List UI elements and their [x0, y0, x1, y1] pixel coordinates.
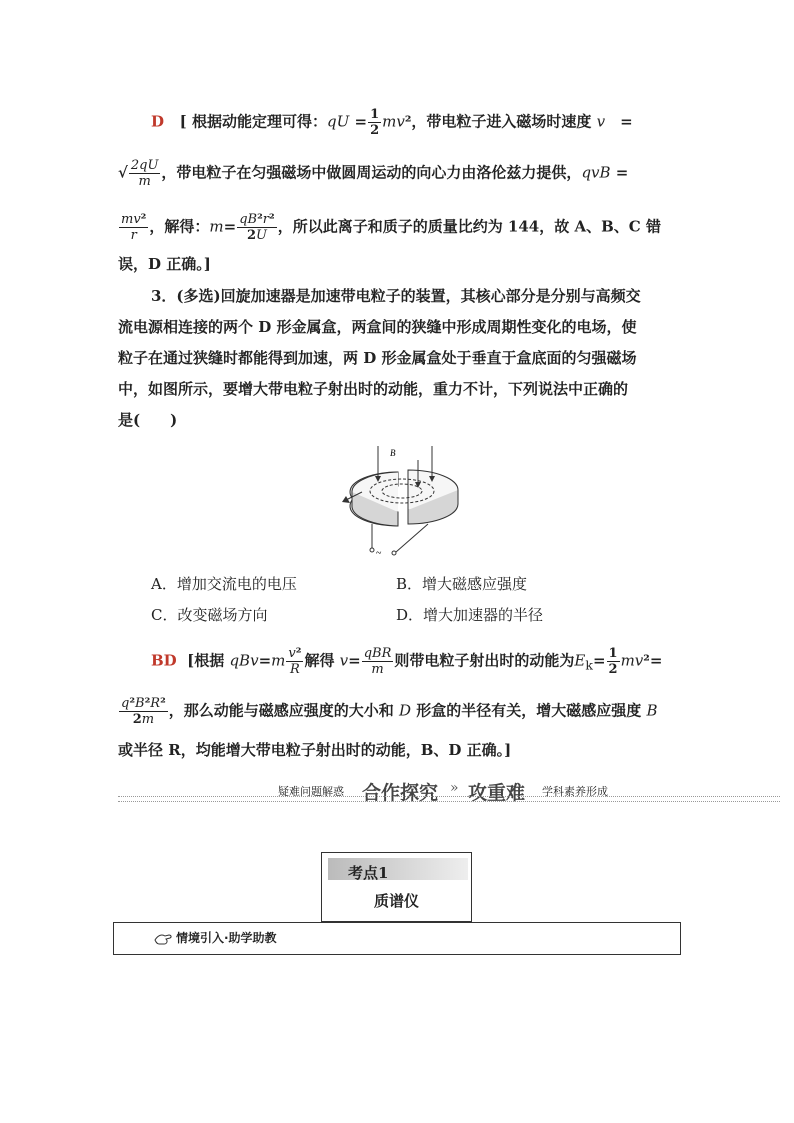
option-b[interactable]: B．增大磁感应强度	[396, 575, 528, 593]
banner-divider	[118, 796, 780, 802]
intro-box	[113, 922, 681, 955]
cyclotron-figure	[340, 440, 480, 560]
option-c[interactable]: C．改变磁场方向	[151, 606, 268, 624]
answer3-letter: BD	[151, 651, 177, 670]
kaodian-box	[321, 852, 472, 922]
banner-arrow: »	[450, 780, 459, 796]
kaodian-title: 考点1	[348, 864, 389, 882]
answer2-line4: 误，D 正确。]	[118, 255, 211, 273]
answer3-line2: $\frac{\text{q²B²R²}}{2m}$ ，那么动能与磁感应强度的大小和 D 形盒的半径有关，增大磁感应强度 B	[121, 696, 658, 727]
figure-label-ac: ~	[376, 548, 382, 559]
banner-main-text: 合作探究	[362, 782, 439, 804]
question3-line2: 流电源相连接的两个 D 形金属盒，两盒间的狭缝中形成周期性变化的电场，使	[118, 318, 637, 336]
banner-right-text: 学科素养形成	[542, 785, 608, 798]
question3-line3: 粒子在通过狭缝时都能得到加速，两 D 形金属盒处于垂直于盒底面的匀强磁场	[118, 349, 637, 367]
answer2-line1: D [ 根据动能定理可得：qU = $\frac{1}{2}$ mv²，带电粒子进入磁场时速度 v =	[151, 107, 633, 138]
answer3-line3: 或半径 R，均能增大带电粒子射出时的动能，B、D 正确。]	[118, 741, 512, 759]
figure-label-b: B	[390, 448, 396, 458]
question3-line5: 是( )	[118, 411, 178, 429]
banner-left-text: 疑难问题解惑	[278, 785, 344, 798]
answer2-line2: √ $\frac{2qU}{m}$ ，带电粒子在匀强磁场中做圆周运动的向心力由洛伦兹力提供，qvB =	[118, 158, 629, 189]
answer3-line1: BD [根据 qBv=m $\frac{\text{v²}}{R}$ 解得 v= $\frac{\text{qBR}}{m}$ 则带电粒子射出时的动能为$E_k=$ $\frac{1}{2}$ mv²=	[151, 646, 663, 677]
question3-line4: 中，如图所示，要增大带电粒子射出时的动能，重力不计，下列说法中正确的	[118, 380, 629, 398]
answer2-letter: D	[151, 112, 165, 131]
question3-line1: 3．(多选)回旋加速器是加速带电粒子的装置，其核心部分是分别与高频交	[151, 287, 641, 305]
option-d[interactable]: D．增大加速器的半径	[396, 606, 544, 624]
kaodian-header	[328, 858, 468, 880]
intro-label: 情境引入·助学助教	[176, 931, 277, 945]
banner-main2-text: 攻重难	[468, 782, 526, 804]
hands-icon	[154, 932, 174, 946]
option-a[interactable]: A．增加交流电的电压	[151, 575, 297, 593]
kaodian-name: 质谱仪	[373, 892, 419, 910]
answer2-line3: $\frac{\text{mv²}}{r}$ ，解得：m= $\frac{\text{qB²r²}}{2U}$ ，所以此离子和质子的质量比约为 144，故 A、B、C 错	[121, 212, 661, 243]
